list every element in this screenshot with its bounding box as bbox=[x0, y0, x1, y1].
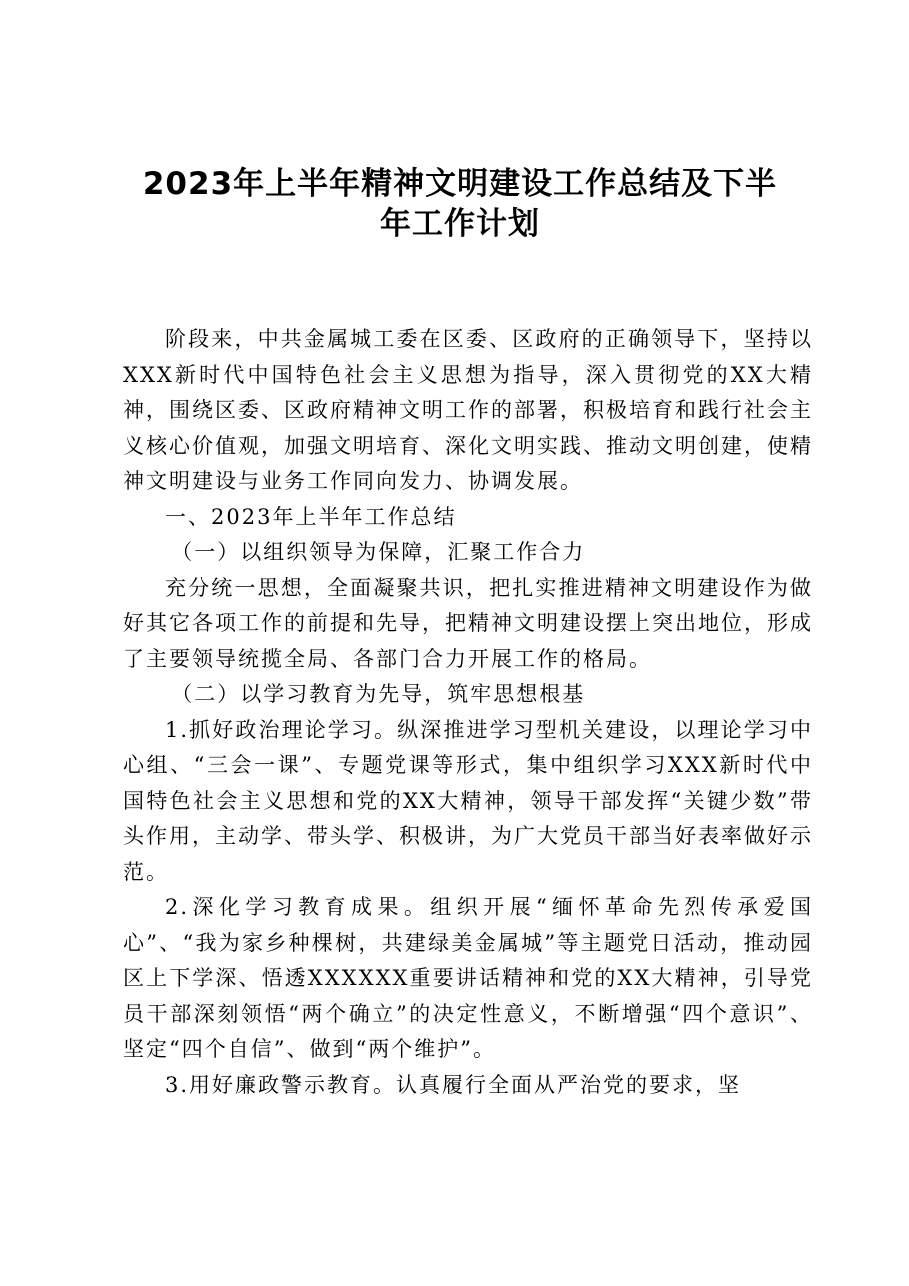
section-heading-summary: 一、2023年上半年工作总结 bbox=[165, 504, 457, 529]
document-body bbox=[123, 322, 813, 1103]
subsection-heading-education: （二）以学习教育为先导，筑牢思想根基 bbox=[171, 682, 586, 706]
subsection-heading-organization: （一）以组织领导为保障，汇聚工作合力 bbox=[171, 540, 586, 564]
document-title-line-1: 2023年上半年精神文明建设工作总结及下半 bbox=[142, 166, 778, 202]
document-title-line-2: 年工作计划 bbox=[380, 206, 540, 242]
item-political-theory: 1.抓好政治理论学习。纵深推进学习型机关建设，以理论学习中心组、“三会一课”、专题党课等形式，集中组织学习XXX新时代中国特色社会主义思想和党的XX大精神，领导干部发挥“关键少数”带头作用，主动学、带头学、积极讲，为广大党员干部当好表率做好示范。 bbox=[123, 717, 813, 884]
organization-paragraph: 充分统一思想，全面凝聚共识，把扎实推进精神文明建设作为做好其它各项工作的前提和先导，把精神文明建设摆上突出地位，形成了主要领导统揽全局、各部门合力开展工作的格局。 bbox=[123, 575, 813, 671]
intro-paragraph: 阶段来，中共金属城工委在区委、区政府的正确领导下，坚持以XXX新时代中国特色社会主义思想为指导，深入贯彻党的XX大精神，围绕区委、区政府精神文明工作的部署，积极培育和践行社会主义核心价值观，加强文明培育、深化文明实践、推动文明创建，使精神文明建设与业务工作同向发力、协调发展。 bbox=[123, 327, 813, 493]
item-integrity-education: 3.用好廉政警示教育。认真履行全面从严治党的要求，坚 bbox=[165, 1072, 742, 1097]
item-learning-results: 2.深化学习教育成果。组织开展“缅怀革命先烈传承爱国心”、“我为家乡种棵树，共建绿美金属城”等主题党日活动，推动园区上下学深、悟透XXXXXX重要讲话精神和党的XX大精神，引导党员干部深刻领悟“两个确立”的决定性意义，不断增强“四个意识”、坚定“四个自信”、做到“两个维护”。 bbox=[123, 895, 813, 1061]
